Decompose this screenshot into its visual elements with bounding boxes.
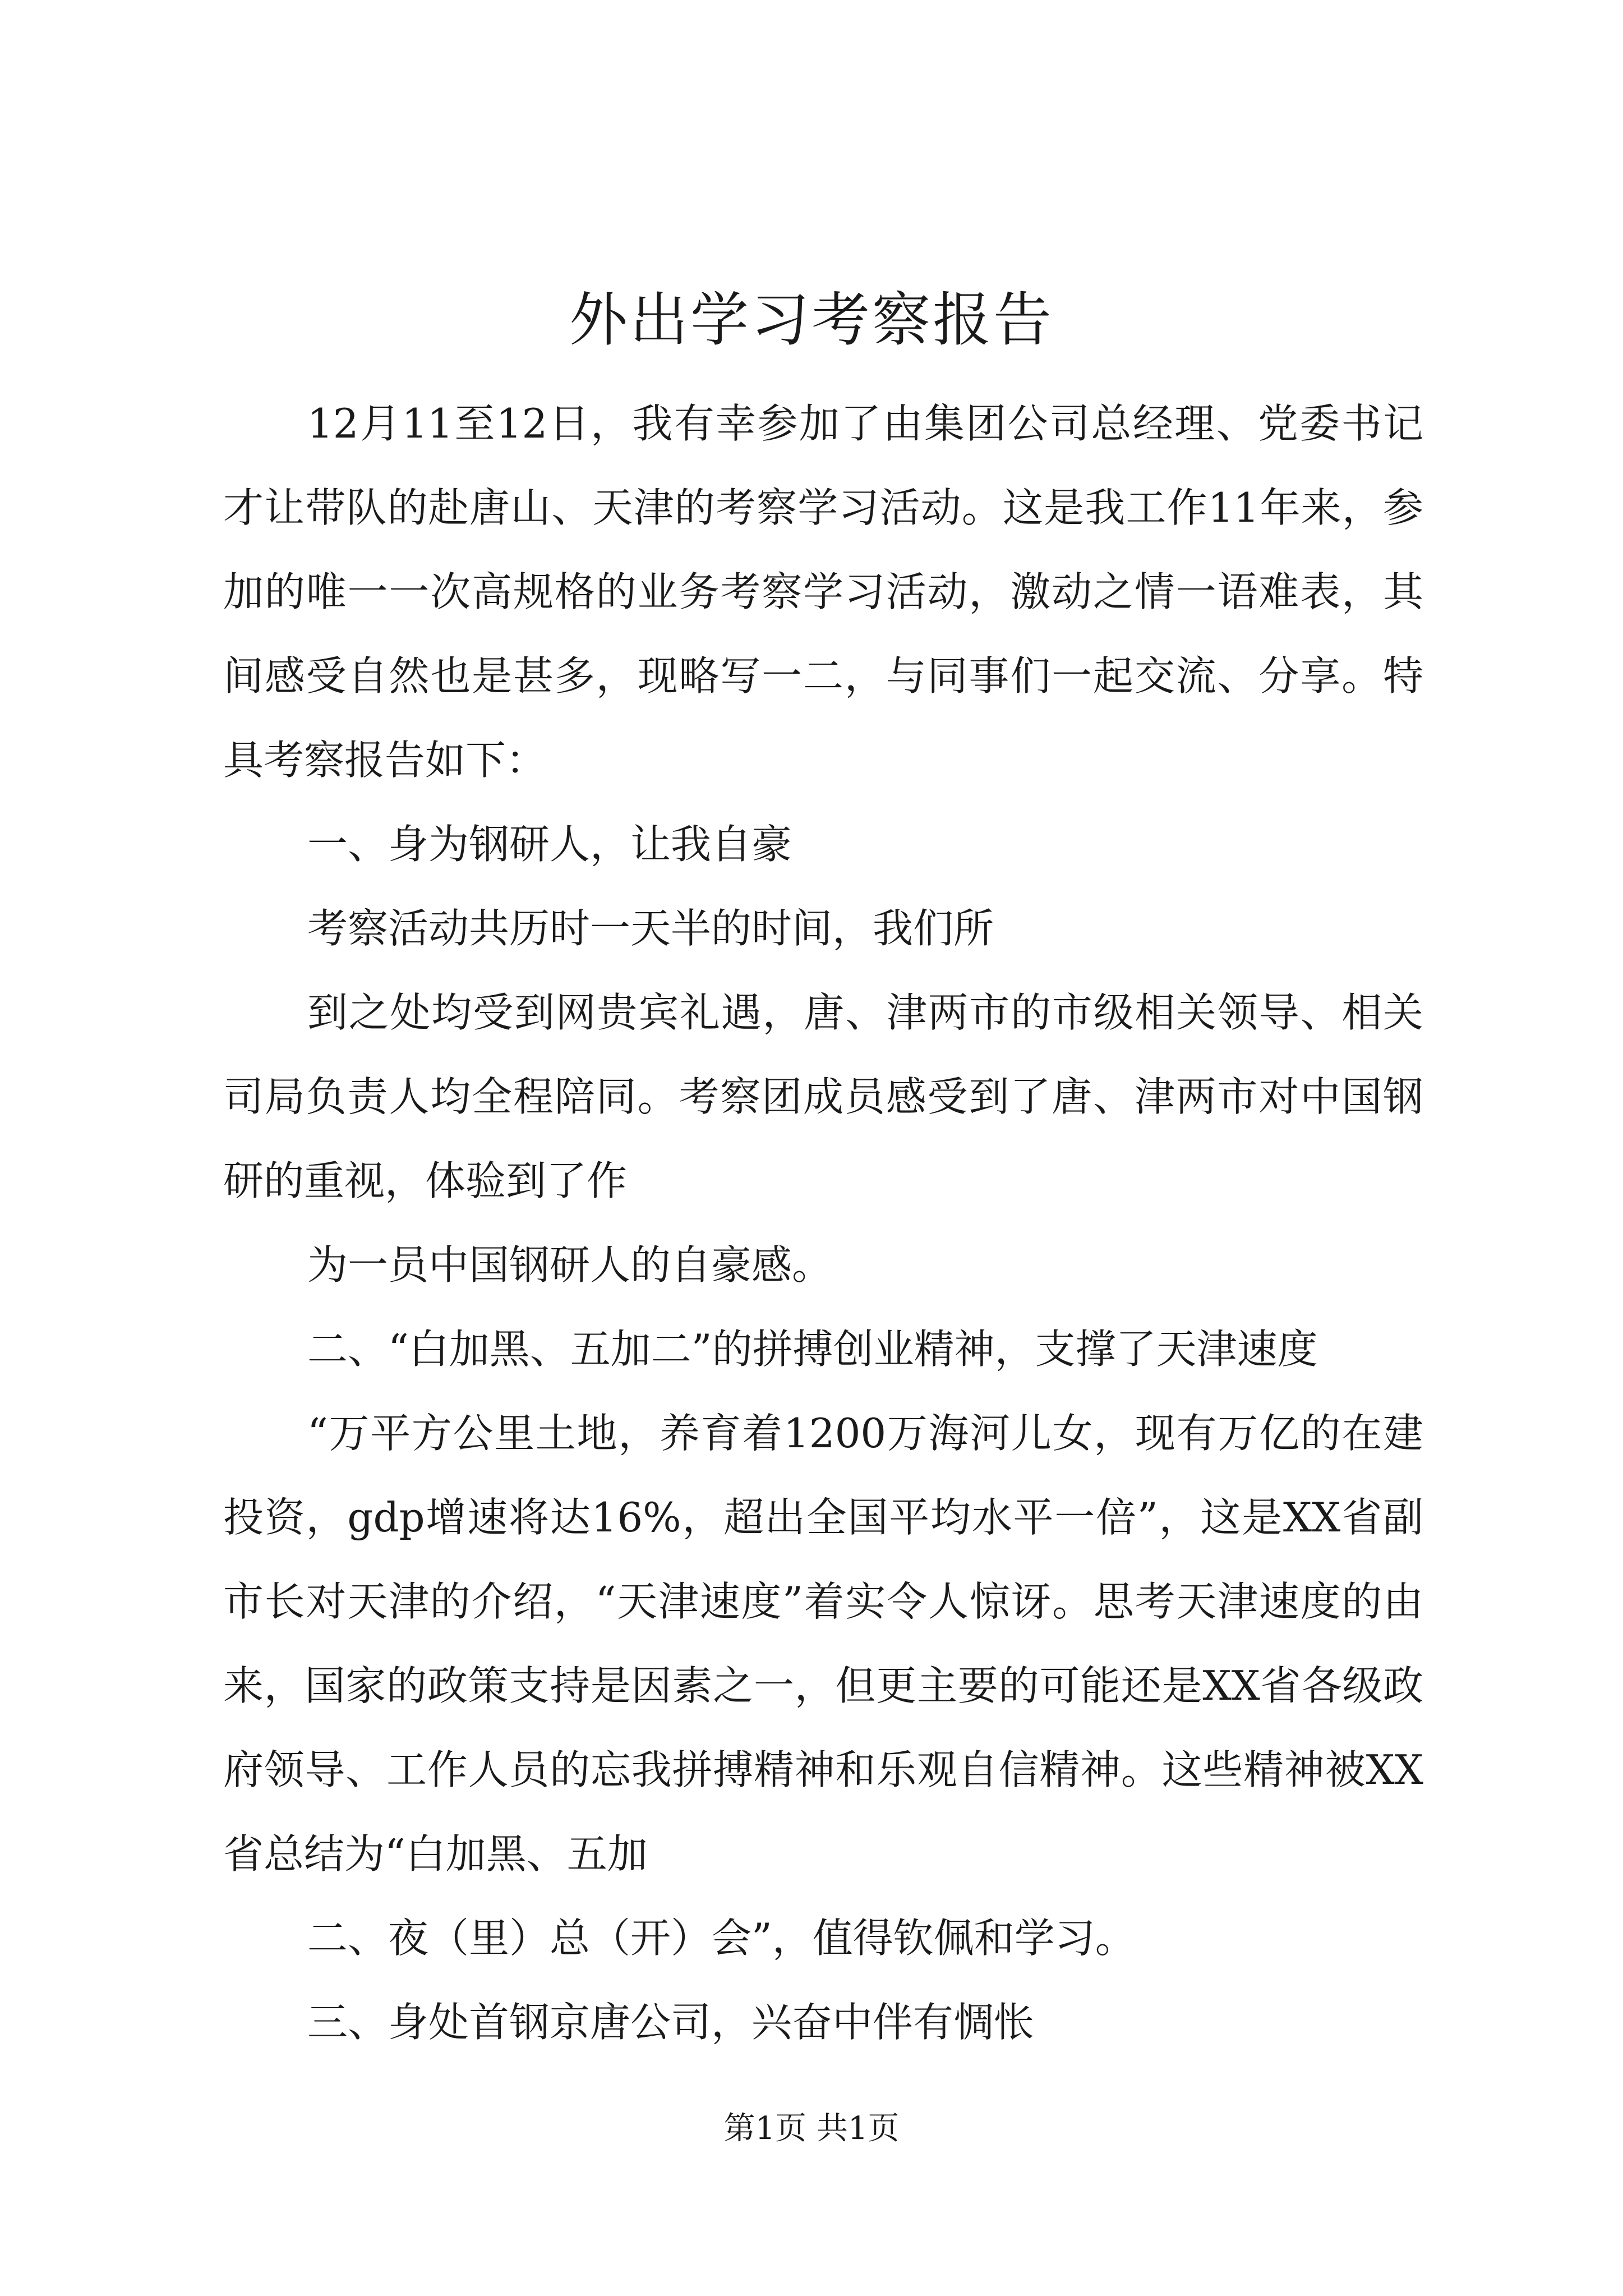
paragraph: 到之处均受到网贵宾礼遇，唐、津两市的市级相关领导、相关司局负责人均全程陪同。考察团成员感受到了唐、津两市对中国钢研的重视，体验到了作: [223, 989, 1423, 1204]
section-heading-3: 三、身处首钢京唐公司，兴奋中伴有惆怅: [307, 1999, 1035, 2046]
paragraph: 二、夜（里）总（开）会”，值得钦佩和学习。: [307, 1915, 1136, 1962]
document-title: 外出学习考察报告: [569, 286, 1054, 354]
paragraph: 为一员中国钢研人的自豪感。: [307, 1241, 833, 1289]
paragraph: “万平方公里土地，养育着1200万海河儿女，现有万亿的在建投资，gdp增速将达16%，超出全国平均水平一倍”，这是XX省副市长对天津的介绍，“天津速度”着实令人惊讶。思考天津速度的由来，国家的政策支持是因素之一，但更主要的可能还是XX省各级政府领导、工作人员的忘我拼搏精神和乐观自信精神。这些精神被XX省总结为“白加黑、五加: [223, 1410, 1423, 1878]
page-footer: 第1页 共1页: [723, 2110, 900, 2147]
section-heading-2: 二、“白加黑、五加二”的拼搏创业精神，支撑了天津速度: [307, 1326, 1318, 1373]
document-body: [223, 381, 1423, 2064]
paragraph-intro: 12月11至12日，我有幸参加了由集团公司总经理、党委书记才让带队的赴唐山、天津的考察学习活动。这是我工作11年来，参加的唯一一次高规格的业务考察学习活动，激动之情一语难表，其间感受自然也是甚多，现略写一二，与同事们一起交流、分享。特具考察报告如下：: [223, 400, 1423, 784]
paragraph: 考察活动共历时一天半的时间，我们所: [307, 905, 994, 952]
section-heading-1: 一、身为钢研人，让我自豪: [307, 821, 792, 868]
